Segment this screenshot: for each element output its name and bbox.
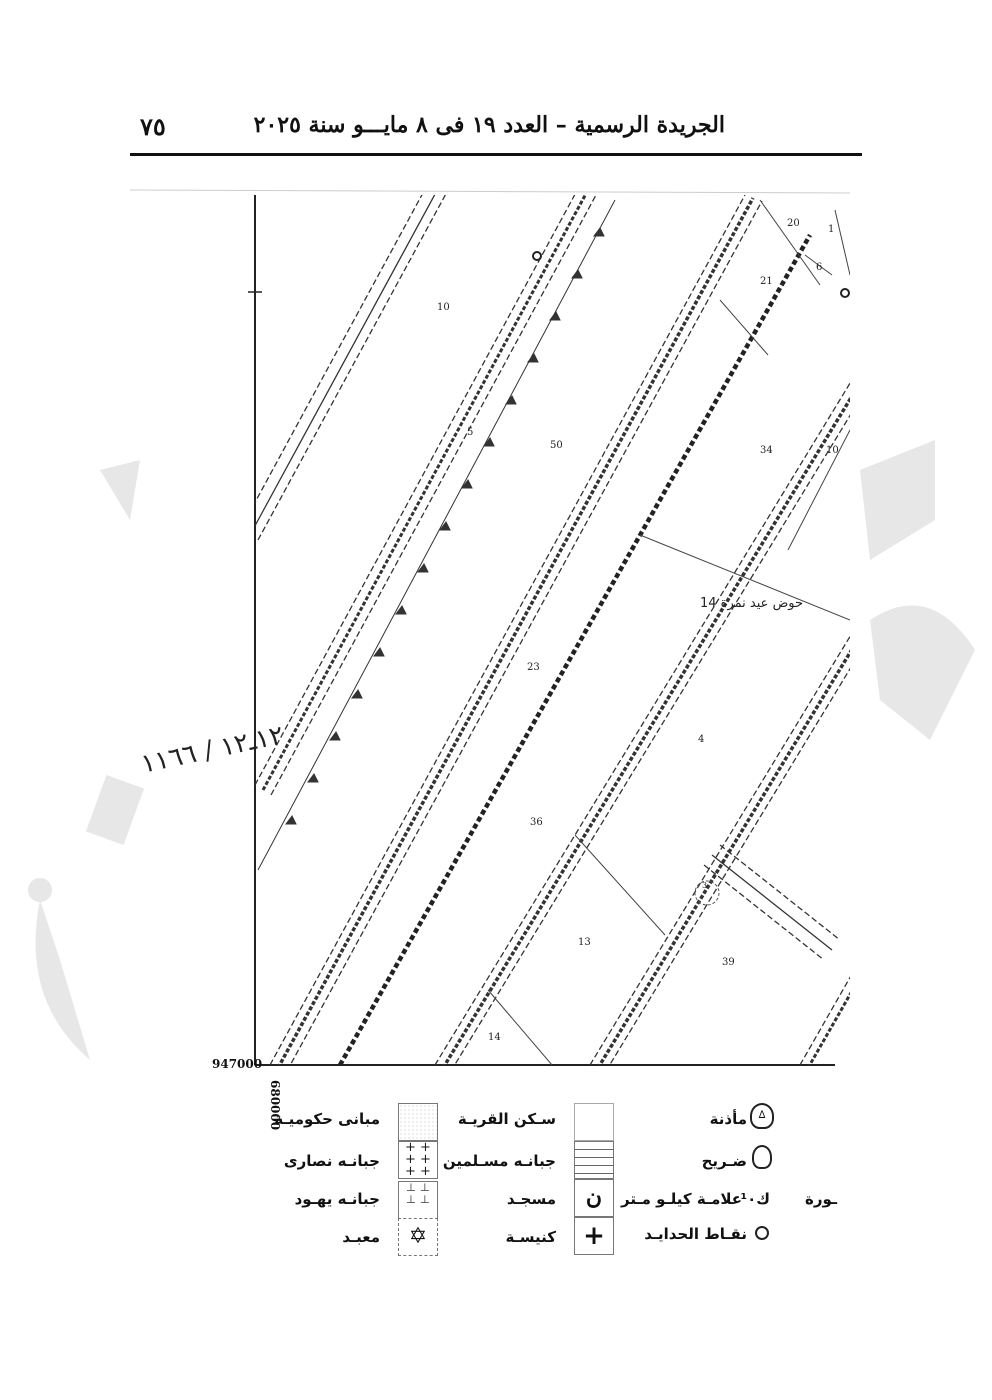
- legend-label: جبانـه نصارى: [283, 1152, 380, 1170]
- legend-label: مأذنة: [709, 1110, 747, 1128]
- parcel-number: 34: [760, 445, 773, 456]
- cut-off-word: ـورة: [804, 1190, 837, 1208]
- dotted-box-icon: [398, 1103, 438, 1141]
- map-features: [240, 180, 876, 1071]
- road-band-3: [270, 195, 762, 1071]
- parcel-number: 3: [702, 881, 708, 890]
- iron-point-marker: [841, 289, 849, 297]
- parcel-number: 23: [527, 662, 540, 673]
- page-number: ٧٥: [140, 112, 166, 141]
- parcel-numbers: [437, 218, 839, 1043]
- legend-label: سـكن القريـة: [457, 1110, 556, 1128]
- road-band-6: [590, 620, 876, 1071]
- gazette-header-title: الجريدة الرسمية – العدد ١٩ فى ٨ مايـــو سنة ٢٠٢٥: [253, 112, 725, 138]
- legend-label: جبانـه مسـلمين: [442, 1152, 556, 1170]
- km-marker-icon: ك¹٠: [740, 1190, 770, 1208]
- legend-label: مبانى حكوميـة: [274, 1110, 380, 1128]
- parcel-number: 5: [467, 427, 474, 438]
- plain-box-icon: [574, 1103, 614, 1141]
- parcel-number: 14: [488, 1032, 501, 1043]
- coordinate-y-label: 947000: [212, 1057, 263, 1071]
- cross-pattern-box-icon: + + + + + +: [398, 1141, 438, 1179]
- minaret-icon: ᐃ: [750, 1103, 774, 1129]
- legend-label: معبـد: [342, 1228, 380, 1246]
- road-band-1: [240, 180, 448, 540]
- basin-label: حوض عيد نمرة 14: [700, 596, 804, 611]
- legend-label: مسجـد: [506, 1190, 556, 1208]
- legend-label: جبانـه يهـود: [294, 1190, 380, 1208]
- iron-point-icon: [755, 1226, 769, 1240]
- road-band-4: [340, 235, 810, 1065]
- parcel-number: 13: [578, 937, 591, 948]
- map-top-edge: [130, 190, 850, 193]
- parcel-number: 6: [816, 262, 823, 273]
- legend-label: علامـة كيلـو مـتر: [621, 1190, 742, 1208]
- t-pattern-box-icon: ⊥ ⊥ ⊥ ⊥: [398, 1181, 438, 1219]
- parcel-number: 21: [760, 276, 773, 287]
- shrine-icon: [752, 1145, 772, 1169]
- legend-label: نقـاط الحدايـد: [644, 1225, 747, 1243]
- parcel-number: 36: [530, 817, 543, 828]
- legend-label: ضـريح: [701, 1152, 747, 1170]
- crescent-box-icon: ن: [574, 1179, 614, 1217]
- road-band-7: [800, 960, 868, 1068]
- road-band-2: [255, 185, 596, 795]
- parcel-number: 10: [826, 445, 839, 456]
- parcel-number: 4: [698, 734, 705, 745]
- drain-line: [258, 200, 615, 870]
- legend-label: كنيسـة: [505, 1228, 556, 1246]
- handwritten-note-text: ١٢ـ١٢ / ١١٦٦: [138, 720, 287, 780]
- parcel-boundaries: [488, 200, 850, 1065]
- star-of-david-icon: ✡: [398, 1218, 438, 1256]
- parcel-number: 1: [828, 224, 835, 235]
- parcel-number: 20: [787, 218, 800, 229]
- cross-box-icon: +: [574, 1217, 614, 1255]
- parcel-number: 10: [437, 302, 450, 313]
- dashed-box-icon: [574, 1141, 614, 1179]
- iron-point-marker: [533, 252, 541, 260]
- coordinate-x-label: 680000: [268, 1080, 282, 1131]
- parcel-number: 50: [550, 440, 563, 451]
- parcel-number: 39: [722, 957, 735, 968]
